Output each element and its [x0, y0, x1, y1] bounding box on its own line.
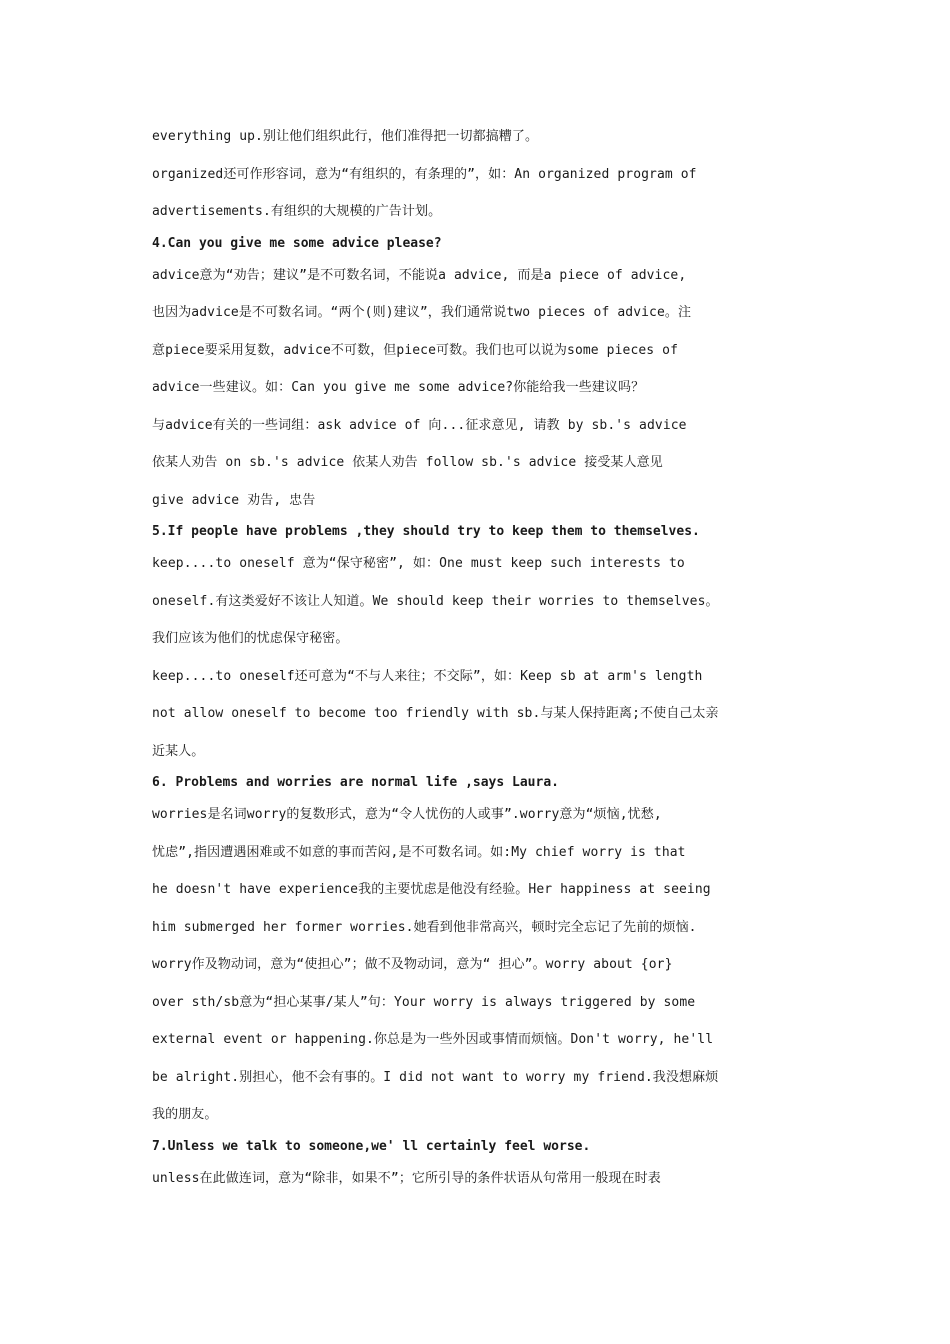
text-line: keep....to oneself还可意为“不与人来往；不交际”，如：Keep sb at arm's length	[152, 668, 703, 684]
paragraph	[152, 257, 804, 407]
text-line: over sth/sb意为“担心某事/某人”句：Your worry is always triggered by some	[152, 994, 696, 1010]
text-line: 与advice有关的一些词组：ask advice of 向...征求意见, 请教 by sb.'s advice	[152, 417, 687, 433]
text-line: he doesn't have experience我的主要忧虑是他没有经验。Her happiness at seeing	[152, 882, 711, 897]
document-body	[152, 118, 804, 1197]
paragraph	[152, 796, 804, 946]
text-line: unless在此做连词，意为“除非，如果不”；它所引导的条件状语从句常用一般现在时表	[152, 1170, 661, 1186]
paragraph	[152, 1160, 804, 1198]
text-line: keep....to oneself 意为“保守秘密”, 如：One must keep such interests to	[152, 556, 685, 571]
text-line: everything up.别让他们组织此行，他们准得把一切都搞糟了。	[152, 129, 539, 144]
text-line: give advice 劝告, 忠告	[152, 492, 316, 508]
paragraph	[152, 658, 804, 771]
section-heading: 7.Unless we talk to someone,we' ll certainly feel worse.	[152, 1138, 591, 1154]
text-line: 意piece要采用复数，advice不可数，但piece可数。我们也可以说为some pieces of	[152, 342, 678, 358]
text-line: worry作及物动词，意为“使担心”；做不及物动词，意为“ 担心”。worry about {or}	[152, 957, 673, 972]
text-line: 忧虑”,指因遭遇困难或不如意的事而苦闷,是不可数名词。如:My chief worry is that	[152, 844, 686, 860]
section-heading: 5.If people have problems ,they should try to keep them to themselves.	[152, 524, 700, 539]
paragraph	[152, 407, 804, 520]
paragraph	[152, 118, 804, 156]
text-line: 我的朋友。	[152, 1107, 218, 1122]
paragraph	[152, 946, 804, 1134]
text-line: be alright.别担心，他不会有事的。I did not want to worry my friend.我没想麻烦	[152, 1069, 719, 1085]
paragraph	[152, 545, 804, 658]
text-line: 近某人。	[152, 743, 205, 759]
text-line: external event or happening.你总是为一些外因或事情而烦恼。Don't worry, he'll	[152, 1032, 714, 1047]
section-heading: 4.Can you give me some advice please?	[152, 235, 442, 251]
text-line: advice意为“劝告；建议”是不可数名词，不能说a advice, 而是a piece of advice,	[152, 267, 687, 283]
text-line: advice一些建议。如：Can you give me some advice?你能给我一些建议吗？	[152, 380, 645, 395]
text-line: 依某人劝告 on sb.'s advice 依某人劝告 follow sb.'s advice 接受某人意见	[152, 455, 663, 470]
paragraph	[152, 156, 804, 231]
text-line: 我们应该为他们的忧虑保守秘密。	[152, 631, 349, 646]
text-line: worries是名词worry的复数形式，意为“令人忧伤的人或事”.worry意为“烦恼,忧愁,	[152, 807, 662, 822]
text-line: oneself.有这类爱好不该让人知道。We should keep their worries to themselves。	[152, 593, 719, 609]
text-line: not allow oneself to become too friendly with sb.与某人保持距离;不使自己太亲	[152, 706, 719, 721]
text-line: him submerged her former worries.她看到他非常高兴，顿时完全忘记了先前的烦恼.	[152, 919, 697, 935]
text-line: advertisements.有组织的大规模的广告计划。	[152, 204, 442, 219]
text-line: 也因为advice是不可数名词。“两个(则)建议”，我们通常说two pieces of advice。注	[152, 305, 692, 320]
text-line: organized还可作形容词，意为“有组织的，有条理的”，如：An organized program of	[152, 166, 697, 182]
section-heading: 6. Problems and worries are normal life ,says Laura.	[152, 775, 559, 790]
